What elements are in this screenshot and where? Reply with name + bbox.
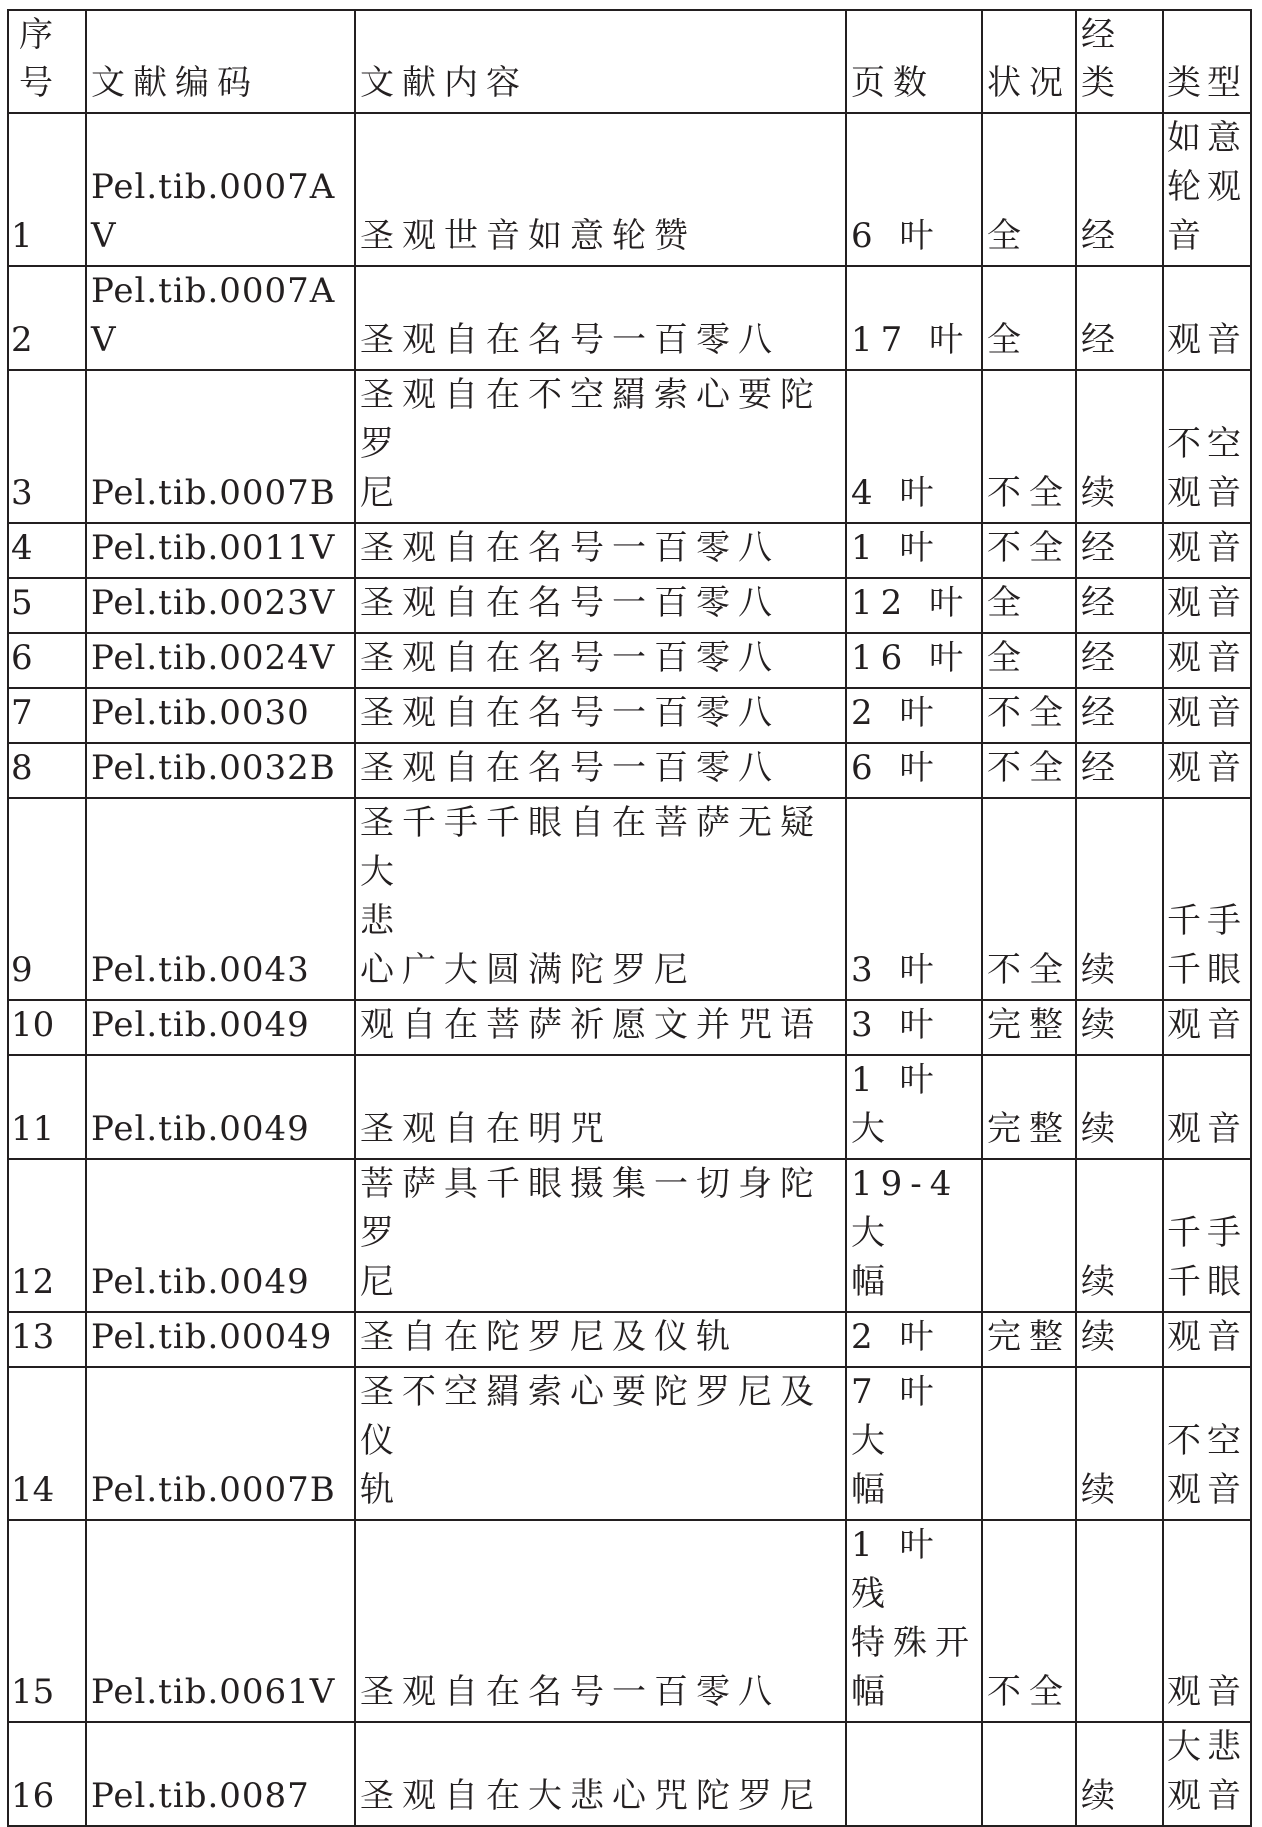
table-row [8,1159,1251,1312]
cell-content: 圣观自在名号一百零八 [355,266,846,370]
cell-code: Pel.tib.0007AV [86,266,355,370]
cell-status [982,1722,1076,1826]
table-row [8,1000,1251,1055]
cell-type: 观音 [1163,1000,1251,1055]
cell-seq: 14 [8,1367,86,1520]
cell-code: Pel.tib.0024V [86,633,355,688]
cell-status: 完整 [982,1312,1076,1367]
header-content: 文献内容 [355,10,846,113]
table-row [8,1722,1251,1826]
cell-seq: 5 [8,578,86,633]
cell-type: 如意 轮观 音 [1163,113,1251,266]
cell-class: 续 [1076,798,1163,1000]
header-status: 状况 [982,10,1076,113]
cell-seq: 10 [8,1000,86,1055]
cell-status: 不全 [982,798,1076,1000]
cell-code: Pel.tib.0023V [86,578,355,633]
cell-content: 圣观自在名号一百零八 [355,688,846,743]
cell-pages [846,1722,982,1826]
table-body [8,113,1251,1826]
cell-content: 圣不空羂索心要陀罗尼及仪 轨 [355,1367,846,1520]
table-row [8,523,1251,578]
cell-content: 观自在菩萨祈愿文并咒语 [355,1000,846,1055]
cell-pages: 4 叶 [846,370,982,523]
cell-class: 续 [1076,1722,1163,1826]
table-row [8,113,1251,266]
cell-seq: 1 [8,113,86,266]
table-row [8,688,1251,743]
cell-content: 圣观自在名号一百零八 [355,523,846,578]
cell-code: Pel.tib.0032B [86,743,355,798]
cell-content: 圣观自在大悲心咒陀罗尼 [355,1722,846,1826]
cell-status: 不全 [982,1520,1076,1722]
cell-type: 观音 [1163,578,1251,633]
cell-pages: 6 叶 [846,743,982,798]
cell-class: 经 [1076,266,1163,370]
cell-pages: 2 叶 [846,1312,982,1367]
table-row [8,1520,1251,1722]
cell-status: 全 [982,266,1076,370]
cell-type: 观音 [1163,523,1251,578]
cell-pages: 3 叶 [846,1000,982,1055]
cell-seq: 15 [8,1520,86,1722]
cell-class: 续 [1076,1055,1163,1159]
table-row [8,1055,1251,1159]
cell-class: 续 [1076,1159,1163,1312]
cell-code: Pel.tib.0061V [86,1520,355,1722]
cell-pages: 19-4 大 幅 [846,1159,982,1312]
cell-status [982,1159,1076,1312]
header-pages: 页数 [846,10,982,113]
cell-code: Pel.tib.0011V [86,523,355,578]
header-code: 文献编码 [86,10,355,113]
cell-code: Pel.tib.0087 [86,1722,355,1826]
cell-class: 经 [1076,113,1163,266]
cell-code: Pel.tib.0007B [86,1367,355,1520]
cell-seq: 13 [8,1312,86,1367]
cell-code: Pel.tib.0030 [86,688,355,743]
cell-class: 经 [1076,578,1163,633]
table-row [8,798,1251,1000]
cell-class: 经 [1076,743,1163,798]
cell-type: 不空 观音 [1163,1367,1251,1520]
cell-code: Pel.tib.0007B [86,370,355,523]
cell-content: 圣观自在名号一百零八 [355,743,846,798]
cell-class: 续 [1076,1367,1163,1520]
cell-pages: 3 叶 [846,798,982,1000]
cell-seq: 6 [8,633,86,688]
table-row [8,1312,1251,1367]
header-row [8,10,1251,113]
cell-pages: 17 叶 [846,266,982,370]
cell-class: 经 [1076,523,1163,578]
cell-content: 圣观世音如意轮赞 [355,113,846,266]
table-row [8,633,1251,688]
cell-seq: 16 [8,1722,86,1826]
cell-status: 不全 [982,523,1076,578]
cell-status: 完整 [982,1000,1076,1055]
cell-code: Pel.tib.0049 [86,1055,355,1159]
cell-seq: 4 [8,523,86,578]
cell-pages: 12 叶 [846,578,982,633]
cell-class: 经 [1076,688,1163,743]
cell-type: 千手 千眼 [1163,798,1251,1000]
cell-pages: 1 叶残 特殊开 幅 [846,1520,982,1722]
document-table [7,9,1252,1827]
cell-type: 大悲 观音 [1163,1722,1251,1826]
cell-content: 圣观自在名号一百零八 [355,633,846,688]
table-row [8,743,1251,798]
cell-class: 续 [1076,370,1163,523]
header-seq: 序 号 [8,10,86,113]
cell-type: 观音 [1163,743,1251,798]
cell-class: 经 [1076,633,1163,688]
cell-code: Pel.tib.0049 [86,1159,355,1312]
header-type: 类型 [1163,10,1251,113]
cell-content: 圣观自在名号一百零八 [355,1520,846,1722]
cell-status: 全 [982,633,1076,688]
cell-seq: 12 [8,1159,86,1312]
cell-type: 不空 观音 [1163,370,1251,523]
cell-seq: 7 [8,688,86,743]
table-row [8,370,1251,523]
cell-type: 观音 [1163,688,1251,743]
cell-pages: 7 叶 大 幅 [846,1367,982,1520]
cell-class [1076,1520,1163,1722]
cell-code: Pel.tib.0007AV [86,113,355,266]
cell-seq: 9 [8,798,86,1000]
cell-status: 完整 [982,1055,1076,1159]
cell-status: 全 [982,578,1076,633]
cell-type: 观音 [1163,266,1251,370]
cell-seq: 2 [8,266,86,370]
cell-content: 圣千手千眼自在菩萨无疑大 悲 心广大圆满陀罗尼 [355,798,846,1000]
cell-class: 续 [1076,1312,1163,1367]
header-class: 经类 [1076,10,1163,113]
cell-content: 圣观自在明咒 [355,1055,846,1159]
cell-class: 续 [1076,1000,1163,1055]
cell-type: 观音 [1163,1312,1251,1367]
cell-pages: 2 叶 [846,688,982,743]
cell-content: 圣观自在名号一百零八 [355,578,846,633]
cell-seq: 11 [8,1055,86,1159]
cell-pages: 6 叶 [846,113,982,266]
cell-pages: 16 叶 [846,633,982,688]
table-row [8,578,1251,633]
cell-seq: 3 [8,370,86,523]
cell-status: 不全 [982,688,1076,743]
cell-type: 观音 [1163,1055,1251,1159]
cell-code: Pel.tib.0043 [86,798,355,1000]
cell-content: 菩萨具千眼摄集一切身陀罗 尼 [355,1159,846,1312]
cell-pages: 1 叶大 [846,1055,982,1159]
cell-code: Pel.tib.0049 [86,1000,355,1055]
cell-content: 圣观自在不空羂索心要陀罗 尼 [355,370,846,523]
table-row [8,1367,1251,1520]
cell-type: 千手 千眼 [1163,1159,1251,1312]
cell-type: 观音 [1163,1520,1251,1722]
cell-content: 圣自在陀罗尼及仪轨 [355,1312,846,1367]
cell-status: 不全 [982,743,1076,798]
cell-status: 不全 [982,370,1076,523]
cell-status: 全 [982,113,1076,266]
cell-seq: 8 [8,743,86,798]
cell-status [982,1367,1076,1520]
cell-code: Pel.tib.00049 [86,1312,355,1367]
table-row [8,266,1251,370]
cell-type: 观音 [1163,633,1251,688]
cell-pages: 1 叶 [846,523,982,578]
